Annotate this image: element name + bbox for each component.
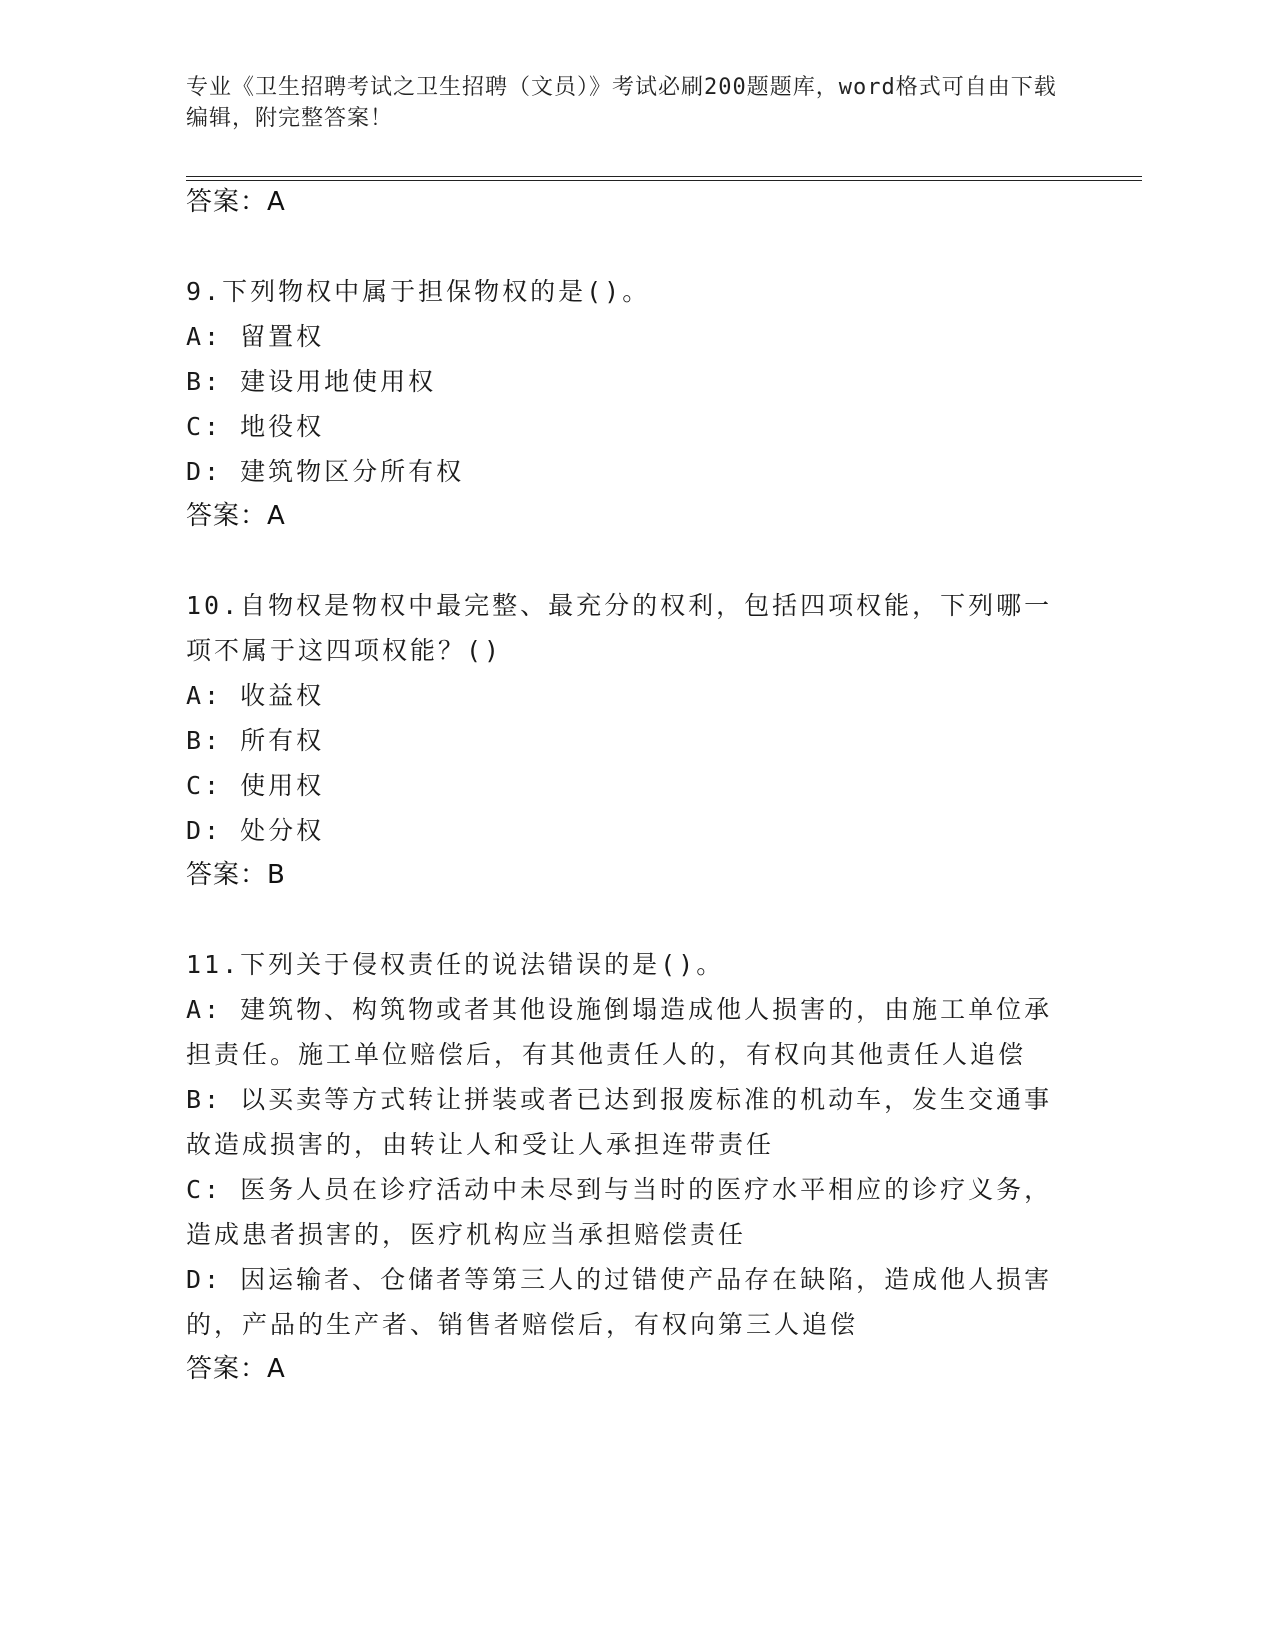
question-list — [186, 180, 1066, 1392]
option-c: C: 使用权 — [186, 771, 325, 800]
option-d: D: 建筑物区分所有权 — [186, 457, 465, 486]
option-b: B: 建设用地使用权 — [186, 367, 437, 396]
option-c: C: 地役权 — [186, 412, 325, 441]
question-stem: 9.下列物权中属于担保物权的是()。 — [186, 277, 651, 306]
question-stem: 11.下列关于侵权责任的说法错误的是()。 — [186, 950, 725, 979]
option-c: C: 医务人员在诊疗活动中未尽到与当时的医疗水平相应的诊疗义务，造成患者损害的，医疗机构应当承担赔偿责任 — [186, 1175, 1053, 1249]
question-10 — [186, 583, 1066, 898]
option-a: A: 收益权 — [186, 681, 325, 710]
header-divider-top — [186, 176, 1142, 177]
question-stem: 10.自物权是物权中最完整、最充分的权利，包括四项权能，下列哪一项不属于这四项权能？() — [186, 591, 1053, 665]
question-11 — [186, 942, 1066, 1392]
document-header: 专业《卫生招聘考试之卫生招聘（文员）》考试必刷200题题库，word格式可自由下载编辑，附完整答案！ — [186, 75, 1057, 131]
option-d: D: 处分权 — [186, 816, 325, 845]
option-b: B: 所有权 — [186, 726, 325, 755]
question-9 — [186, 269, 1066, 539]
answer-label: 答案：A — [186, 1354, 286, 1384]
spacer — [186, 225, 1066, 269]
answer-label: 答案：A — [186, 501, 286, 531]
option-b: B: 以买卖等方式转让拼装或者已达到报废标准的机动车，发生交通事故造成损害的，由转让人和受让人承担连带责任 — [186, 1085, 1053, 1159]
option-a: A: 留置权 — [186, 322, 325, 351]
answer-label: 答案：B — [186, 860, 286, 890]
spacer — [186, 898, 1066, 942]
previous-answer: 答案：A — [186, 187, 286, 217]
option-a: A: 建筑物、构筑物或者其他设施倒塌造成他人损害的，由施工单位承担责任。施工单位赔偿后，有其他责任人的，有权向其他责任人追偿 — [186, 995, 1053, 1069]
option-d: D: 因运输者、仓储者等第三人的过错使产品存在缺陷，造成他人损害的，产品的生产者、销售者赔偿后，有权向第三人追偿 — [186, 1265, 1053, 1339]
spacer — [186, 539, 1066, 583]
